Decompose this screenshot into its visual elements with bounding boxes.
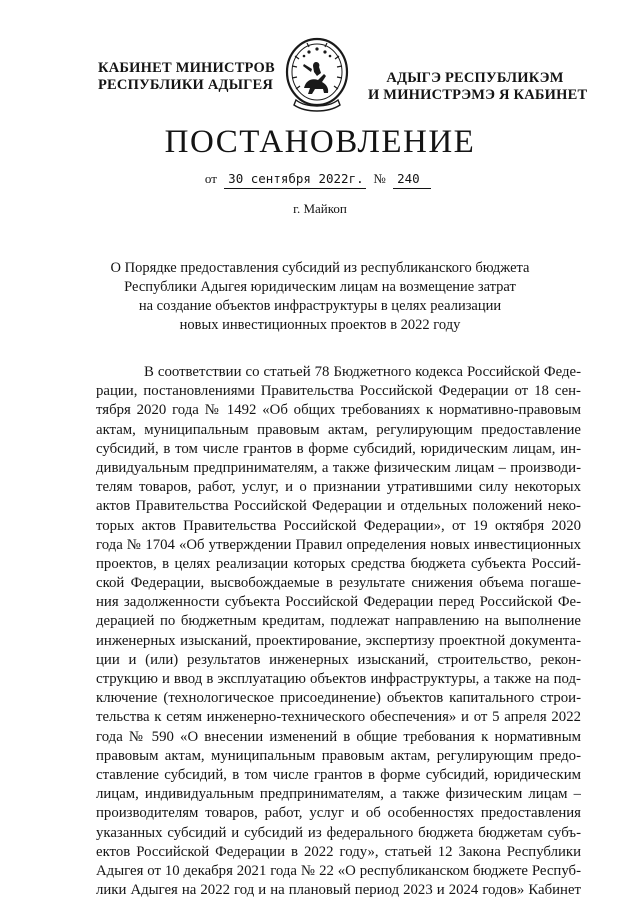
body-line: лики Адыгея на 2022 год и на плановый период 2023 и 2024 годов» Кабинет xyxy=(96,882,581,899)
body-line: дивидуальным предпринимателям, а также физическим лицам – производи- xyxy=(96,459,581,476)
document-body xyxy=(96,363,581,900)
issuer-name-russian xyxy=(98,60,278,94)
subject-line: новых инвестиционных проектов в 2022 году xyxy=(179,317,461,333)
body-line: указанных субсидий и субсидий из федерального бюджета бюджетам субъ- xyxy=(96,824,581,841)
body-line: тября 2020 года № 1492 «Об общих требованиях к нормативно-правовым xyxy=(96,402,581,419)
body-line: года № 590 «О внесении изменений в общие требования к нормативным xyxy=(96,728,581,745)
body-line: инженерных изысканий, проектирование, экспертизу проектной документа- xyxy=(96,632,581,649)
body-line: актам, муниципальным правовым актам, регулирующим предоставление xyxy=(96,421,581,438)
subject-line: О Порядке предоставления субсидий из республиканского бюджета xyxy=(110,260,530,276)
date-label: от xyxy=(204,171,217,186)
document-date: 30 сентября 2022г. xyxy=(224,170,366,189)
body-line: ции и (или) результатов инженерных изысканий, строительство, рекон- xyxy=(96,651,581,668)
body-line: ния задолженности субъекта Российской Федерации перед Российской Фе- xyxy=(96,594,581,611)
body-line: года № 1704 «Об утверждении Правил определения новых инвестиционных xyxy=(96,536,581,553)
issuer-line: РЕСПУБЛИКИ АДЫГЕЯ xyxy=(98,77,274,93)
body-line: ектов Российской Федерации в 2022 году», статьей 12 Закона Республики xyxy=(96,843,581,860)
document-dateline xyxy=(0,170,640,189)
body-line: Адыгея от 10 декабря 2021 года № 22 «О республиканском бюджете Респуб- xyxy=(96,862,581,879)
body-line: струкцию и ввод в эксплуатацию объектов инфраструктуры, а также на под- xyxy=(96,671,581,687)
document-title: ПОСТАНОВЛЕНИЕ xyxy=(164,124,476,160)
issuer-line: КАБИНЕТ МИНИСТРОВ xyxy=(98,60,275,76)
subject-line: Республики Адыгея юридическим лицам на возмещение затрат xyxy=(124,279,516,295)
body-line: ской Федерации, высвобождаемые в результате снижения объема погаше- xyxy=(96,575,581,592)
document-city: г. Майкоп xyxy=(293,201,347,216)
issuer-line: И МИНИСТРЭМЭ Я КАБИНЕТ xyxy=(368,87,588,103)
body-line: актов Правительства Российской Федерации и отдельных положений неко- xyxy=(96,498,581,515)
document-subject xyxy=(96,259,544,335)
body-line: ключение (технологическое присоединение) объектов капитального строи- xyxy=(96,690,581,707)
issuer-line: АДЫГЭ РЕСПУБЛИКЭМ xyxy=(386,70,564,86)
body-line: ставление субсидий, в том числе грантов в форме субсидий, юридическим xyxy=(96,766,581,783)
body-line: торых актов Правительства Российской Федерации», от 19 октября 2020 xyxy=(96,517,581,534)
body-line: субсидий, в том числе грантов в форме субсидий, юридическим лицам, ин- xyxy=(96,440,581,457)
body-line: проектов, в целях реализации которых средства бюджета субъекта Россий- xyxy=(96,555,581,572)
number-label: № xyxy=(373,171,386,186)
adygea-coat-of-arms-icon xyxy=(282,36,352,112)
body-line: телям товаров, работ, услуг, и о признании утратившими силу некоторых xyxy=(96,479,581,496)
body-line: рации, постановлениями Правительства Российской Федерации от 18 сен- xyxy=(96,383,581,400)
body-line: тельства к сетям инженерно-технического обеспечения» и от 5 апреля 2022 xyxy=(96,709,581,726)
body-line: производителям товаров, работ, услуг и об особенностях предоставления xyxy=(96,805,581,822)
issuer-name-adyghe xyxy=(368,70,588,104)
subject-line: на создание объектов инфраструктуры в целях реализации xyxy=(138,298,502,314)
body-line: правовым актам, муниципальным правовым актам, регулирующим предо- xyxy=(96,747,581,764)
body-line: лицам, индивидуальным предпринимателям, а также физическим лицам – xyxy=(96,786,581,803)
body-line: дерацией по бюджетным кредитам, подлежат направлению на выполнение xyxy=(96,613,581,630)
document-number: 240 xyxy=(393,170,431,189)
body-line: В соответствии со статьей 78 Бюджетного кодекса Российской Феде- xyxy=(144,364,581,380)
